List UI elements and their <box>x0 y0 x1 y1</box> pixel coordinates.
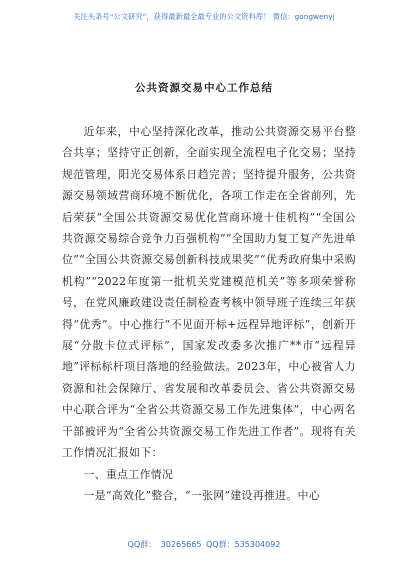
header-promo-note: 关注头条号“公文研究”，获得最新最全最专业的公文资料库！ 微信：gongwenyj <box>73 12 335 21</box>
intro-paragraph: 近年来，中心坚持深化改革，推动公共资源交易平台整合共享；坚持守正创新，全面实现全流程电子化交易；坚持规范管理，阳光交易体系日趋完善；坚持提升服务，公共资源交易领域营商环境不断优化，各项工作走在全省前列，先后荣获“全国公共资源交易优化营商环境十佳机构”“全国公共资源交易综合竞争力百强机构”“全国助力复工复产先进单位”“全国公共资源交易创新科技成果奖”“优秀政府集中采购机构”“2022年度第一批机关党建模范机关”等多项荣誉称号，在党风廉政建设责任制检查考核中领导班子连续三年获得“优秀”。中心推行“不见面开标+远程异地评标”，创新开展“分散卡位式评标”，国家发改委多次推广**市“远程异地”评标标杆项目落地的经验做法。2023年，中心被省人力资源和社会保障厅、省发展和改革委员会、省公共资源交易中心联合评为“全省公共资源交易工作先进集体”，中心两名干部被评为“全省公共资源交易工作先进工作者”。现将有关工作情况汇报如下： <box>62 125 356 460</box>
footer-contact-line: QQ群： 30265665 QQ群：535304092 <box>127 540 281 549</box>
section-paragraph: 一是“高效化”整合，“一张网”建设再推进。中心 <box>83 488 321 502</box>
section-heading: 一、重点工作情况 <box>83 467 174 481</box>
document-title: 公共资源交易中心工作总结 <box>135 82 273 94</box>
document-body <box>62 121 356 506</box>
